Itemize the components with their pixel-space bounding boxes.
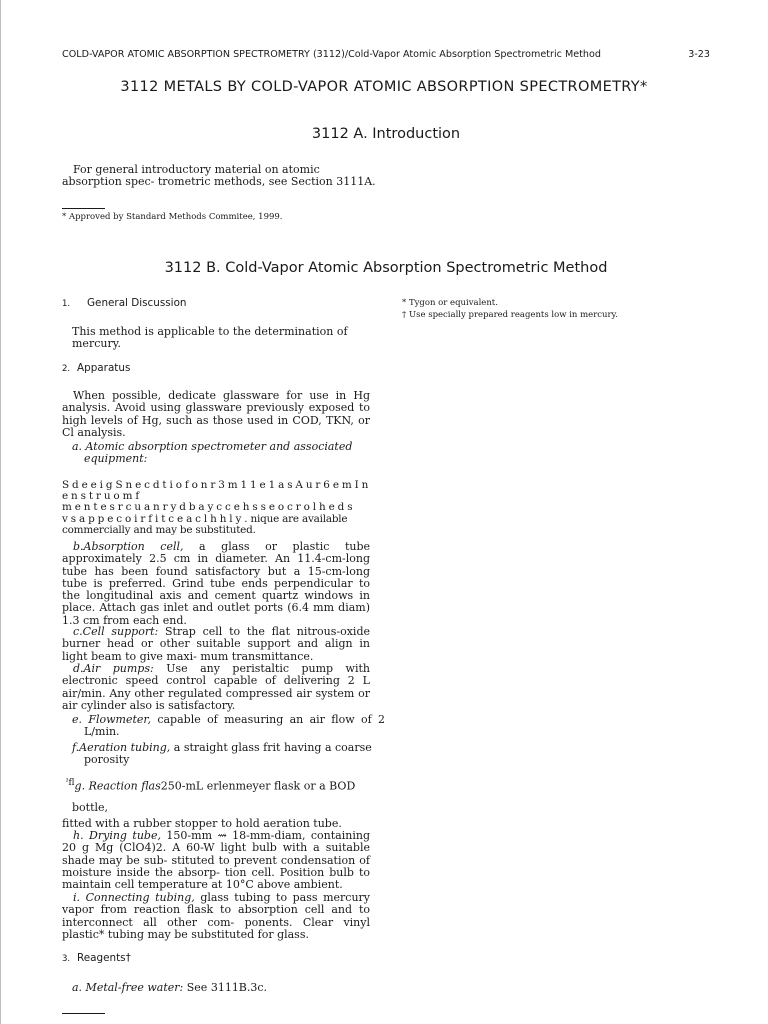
reagents-number: 3. (62, 954, 71, 964)
item-e-label: e. Flowmeter, (72, 713, 151, 726)
item-g-text-2: bottle, (72, 801, 109, 814)
reagents-heading (62, 952, 131, 964)
footnote-rule (62, 208, 105, 209)
document-title: 3112 METALS BY COLD-VAPOR ATOMIC ABSORPTION SPECTROMETRY* (120, 79, 648, 95)
running-head: COLD-VAPOR ATOMIC ABSORPTION SPECTROMETRY (3112)/Cold-Vapor Atomic Absorption Spectrometric Method (62, 49, 601, 60)
section-a-body: For general introductory material on atomic absorption spec- trometric methods, see Section 3111A. (62, 163, 376, 189)
item-g-reaction-flask (66, 777, 376, 793)
general-discussion-label: General Discussion (87, 297, 187, 309)
apparatus-heading (62, 362, 130, 374)
item-f-aeration-tubing (72, 742, 386, 767)
footnote-rule-bottom (62, 1013, 105, 1014)
reagents-a-text: See 3111B.3c. (186, 981, 268, 994)
item-h-label: h. Drying tube, (73, 829, 161, 842)
item-h-text: 150-mm ⇝ 18-mm-diam, containing 20 g Mg (ClO4)2. A 60-W light bulb with a suitable shade may be sub- stituted to prevent condensation of moisture inside the absorp- tion cell. Position bulb to maintain cell temperature at 10°C above ambient. (62, 829, 370, 892)
item-b-text: a glass or plastic tube approximately 2.5 cm in diameter. An 11.4-cm-long tube has been found satisfactory but a 15-cm-long tube is preferred. Grind tube ends perpendicular to the longitudinal axis and cement quartz windows in place. Attach gas inlet and outlet ports (6.4 mm diam) 1.3 cm from each end. (62, 540, 370, 627)
item-c-cell-support (62, 626, 370, 663)
footnote-reagents-low: † Use specially prepared reagents low in mercury. (402, 310, 618, 320)
item-b-label: b.Absorption cell, (73, 540, 184, 553)
garbled-tail: nique are available commercially and may be substituted. (62, 513, 348, 536)
apparatus-body: When possible, dedicate glassware for use in Hg analysis. Avoid using glassware previously exposed to high levels of Hg, such as those used in COD, TKN, or Cl analysis. (62, 389, 370, 439)
item-h-drying-tube (62, 830, 370, 891)
section-a-heading: 3112 A. Introduction (311, 126, 461, 142)
item-i-text: glass tubing to pass mercury vapor from reaction flask to absorption cell and to interconnect all other com- ponents. Clear vinyl plastic* tubing may be substituted for glass. (62, 891, 371, 941)
footnote-approved: * Approved by Standard Methods Commitee, 1999. (62, 212, 283, 222)
page-number: 3-23 (688, 49, 710, 60)
item-d-air-pumps (62, 663, 370, 712)
item-d-text: Use any peristaltic pump with electronic speed control capable of delivering 2 L air/min. Any other regulated compressed air system or air cylinder also is satisfactory. (62, 662, 370, 712)
general-discussion-body: This method is applicable to the determination of mercury. (72, 325, 348, 351)
item-g-text-3: fitted with a rubber stopper to hold aeration tube. (62, 817, 342, 830)
item-i-label: i. Connecting tubing, (73, 891, 195, 904)
garbled-line-3-text: v s a p p e c o i r f i t c e a c l h h l y . (62, 513, 248, 525)
reagents-item-a (72, 982, 267, 994)
item-g-prefix: ˀfl (66, 778, 75, 788)
item-a-atomic-absorption: a. Atomic absorption spectrometer and associated equipment: (72, 440, 353, 466)
item-d-label: d.Air pumps: (73, 662, 154, 675)
apparatus-number: 2. (62, 364, 71, 374)
garbled-text-block (62, 480, 372, 536)
item-e-text: capable of measuring an air flow of 2 L/min. (84, 713, 386, 739)
item-c-label: c.Cell support: (73, 625, 159, 638)
garbled-line-1: S d e e i g S n e c d t i o f o n r 3 m 1 1 e 1 a s A u r 6 e m I n e n s t r u o m f (62, 479, 369, 502)
reagents-label: Reagents† (77, 952, 131, 964)
footnote-tygon: * Tygon or equivalent. (402, 298, 498, 308)
garbled-line-2: m e n t e s r c u a n r y d b a y c c e h s s e o c r o l h e d s (62, 501, 353, 513)
general-discussion-number: 1. (62, 299, 71, 309)
apparatus-label: Apparatus (77, 362, 131, 374)
item-c-text: Strap cell to the flat nitrous-oxide burner head or other suitable support and align in light beam to give maxi- mum transmittance. (62, 625, 371, 663)
item-g-label: g. Reaction flas (74, 779, 161, 793)
section-b-heading: 3112 B. Cold-Vapor Atomic Absorption Spectrometric Method (164, 260, 608, 276)
reagents-a-label: a. Metal-free water: (72, 981, 184, 994)
garbled-line-3 (62, 514, 372, 536)
item-b-absorption-cell (62, 541, 370, 627)
page-edge-line (0, 0, 1, 1024)
item-e-flowmeter (72, 714, 385, 739)
item-i-connecting-tubing (62, 892, 370, 941)
item-f-text: a straight glass frit having a coarse porosity (84, 741, 372, 767)
item-g-text: 250-mL erlenmeyer flask or a BOD (160, 779, 356, 793)
general-discussion-heading (62, 297, 187, 309)
item-f-label: f.Aeration tubing, (72, 741, 171, 754)
